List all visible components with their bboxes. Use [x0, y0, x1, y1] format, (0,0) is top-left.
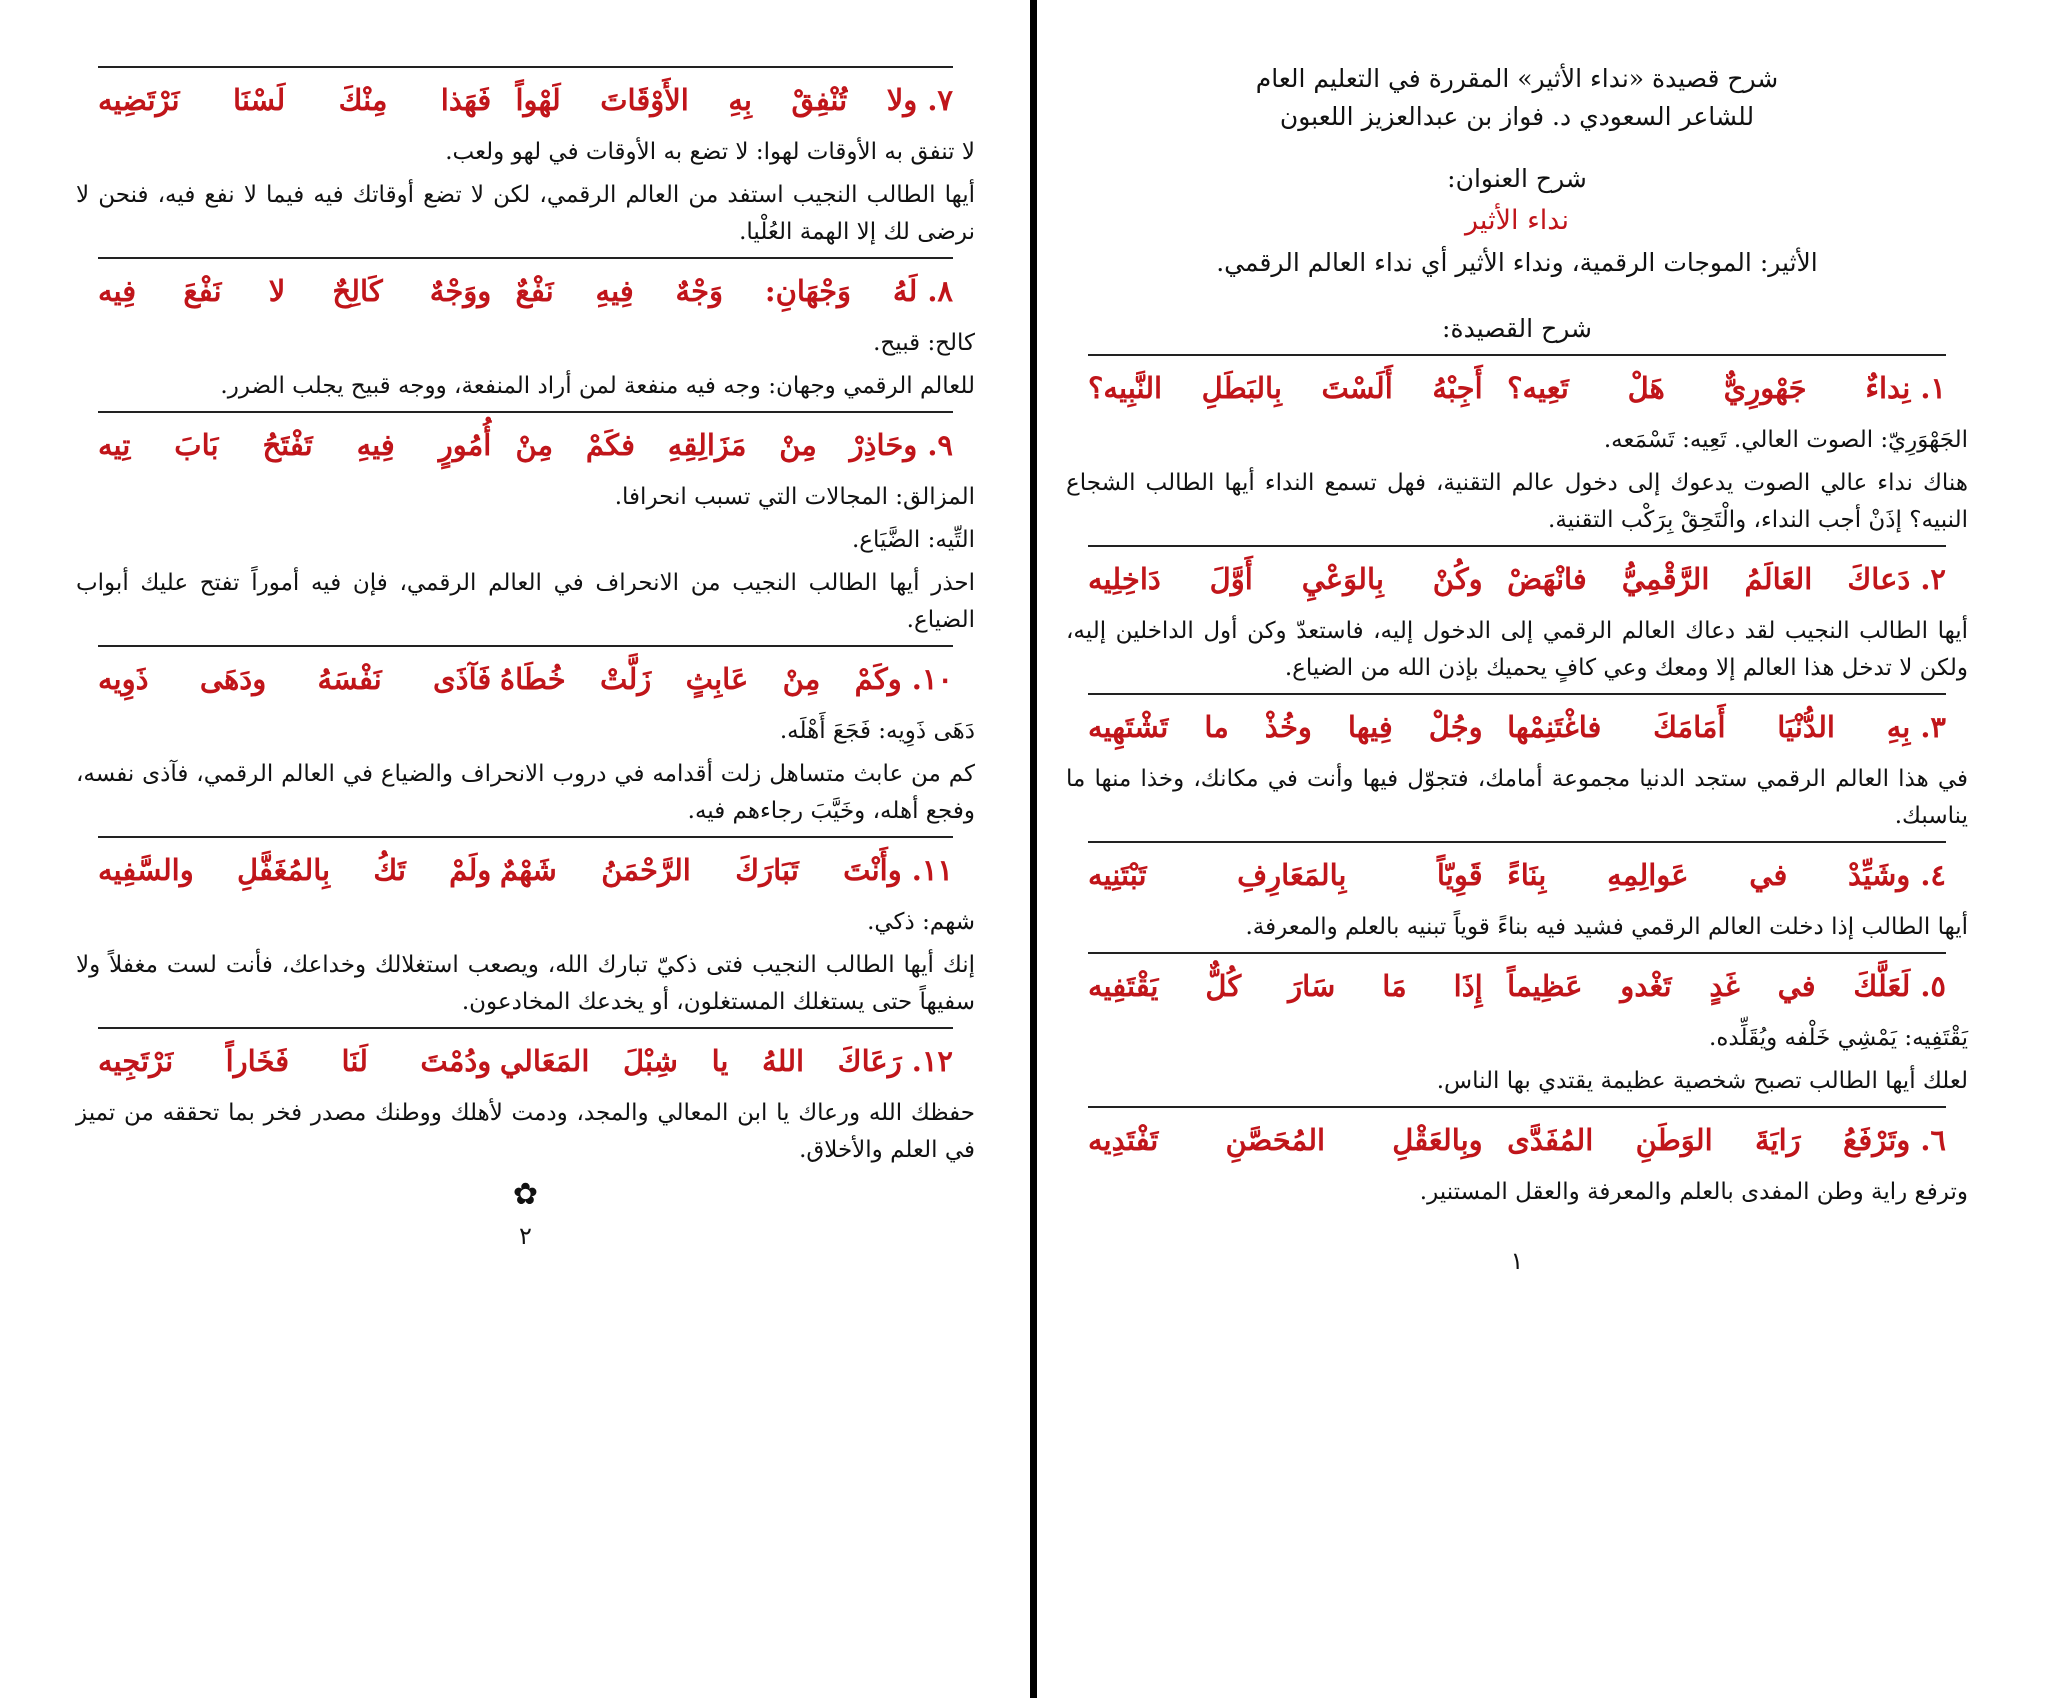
explanation-text: للعالم الرقمي وجهان: وجه فيه منفعة لمن أراد المنفعة، ووجه قبيح يجلب الضرر. [220, 373, 975, 399]
title-heading: شرح العنوان: [1447, 164, 1587, 193]
verse-number: ١٠. [911, 662, 953, 696]
verse-line [98, 1027, 953, 1089]
flower-ornament-icon: ✿ [512, 1177, 539, 1212]
verse-number: ٣. [1920, 710, 1946, 744]
explanation-text: لا تنفق به الأوقات لهوا: لا تضع به الأوقات في لهو ولعب. [445, 139, 975, 165]
first-hemistich: وشَيِّدْ في عَوالِمِهِ بِنَاءً [1507, 858, 1911, 892]
verse-line [98, 66, 953, 128]
verse-block [1058, 354, 1976, 539]
verse-number: ٧. [927, 83, 953, 117]
verse-number: ٦. [1920, 1123, 1946, 1157]
poem-heading: شرح القصيدة: [1442, 314, 1592, 343]
explanation-text: كالح: قبيح. [873, 330, 975, 356]
second-hemistich: ولَمْ تَكُ بِالمُغَفَّلِ والسَّفِيه [98, 853, 492, 887]
verse-number: ١٢. [911, 1044, 953, 1078]
verse-block [68, 257, 983, 405]
explanation-text: دَهَى ذَوِيه: فَجَعَ أَهْلَه. [779, 718, 975, 744]
explanation-text: احذر أيها الطالب النجيب من الانحراف في العالم الرقمي، فإن فيه أموراً تفتح عليك أبواب الضياع. [76, 570, 975, 633]
verse-number: ١١. [911, 853, 953, 887]
explanation-text: هناك نداء عالي الصوت يدعوك إلى دخول عالم التقنية، فهل تسمع النداء أيها الطالب الشجاع النبيه؟ إذَنْ أجب النداء، والْتَحِقْ بِرَكْب التقنية. [1066, 470, 1968, 533]
title-explanation: الأثير: الموجات الرقمية، ونداء الأثير أي نداء العالم الرقمي. [1216, 248, 1818, 277]
explanation-text: إنك أيها الطالب النجيب فتى ذكيّ تبارك الله، ويصعب استغلالك وخداعك، فأنت لست مغفلاً ولا سفيهاً حتى يستغلك المستغلون، أو يخدعك المخادعون. [76, 952, 975, 1015]
explanation-text: أيها الطالب النجيب لقد دعاك العالم الرقمي إلى الدخول إليه، فاستعدّ وكن أول الداخلين إليه، ولكن لا تدخل هذا العالم إلا ومعك وعي كافٍ يحميك بإذن الله من الضياع. [1066, 618, 1968, 681]
verse-line [1088, 952, 1946, 1014]
explanation-text: يَقْتَفِيه: يَمْشِي خَلْفه ويُقَلِّده. [1709, 1025, 1968, 1051]
second-hemistich: إِذَا مَا سَارَ كُلٌّ يَقْتَفِيه [1088, 969, 1483, 1003]
first-hemistich: بِهِ الدُّنْيَا أَمَامَكَ فاغْتَنِمْها [1507, 710, 1911, 744]
left-page [68, 60, 983, 1250]
explanation-text: أيها الطالب النجيب استفد من العالم الرقمي، لكن لا تضع أوقاتك فيه فيما لا نفع فيه، فنحن لا نرضى لك إلا الهمة العُلْيا. [76, 182, 975, 245]
verse-line [1088, 354, 1946, 416]
page-number: ٢ [519, 1222, 532, 1250]
second-hemistich: وجُلْ فِيها وخُذْ ما تَشْتَهِيه [1088, 710, 1483, 744]
second-hemistich: وكُنْ بِالوَعْيِ أَوَّلَ دَاخِلِيه [1088, 562, 1483, 596]
author-line: للشاعر السعودي د. فواز بن عبدالعزيز اللعبون [1279, 102, 1755, 131]
first-hemistich: لَهُ وَجْهَانِ: وَجْهٌ فِيهِ نَفْعٌ [515, 274, 918, 308]
right-page [1058, 60, 1976, 1275]
second-hemistich: وبِالعَقْلِ المُحَصَّنِ تَفْتَدِيه [1088, 1123, 1483, 1157]
second-hemistich: قَوِيّاً بِالمَعَارِفِ تَبْتَنِيه [1088, 858, 1483, 892]
verse-number: ٩. [927, 428, 953, 462]
first-hemistich: نِداءٌ جَهْورِيٌّ هَلْ تَعِيه؟ [1507, 371, 1911, 405]
second-hemistich: ودُمْتَ لَنَا فَخَاراً نَرْتَجِيه [98, 1044, 492, 1078]
first-hemistich: ولا تُنْفِقْ بِهِ الأَوْقَاتَ لَهْواً [515, 83, 918, 117]
second-hemistich: فَهَذا مِنْكَ لَسْنَا نَرْتَضِيه [98, 83, 492, 117]
verse-block [1058, 693, 1976, 835]
second-hemistich: ووَجْهٌ كَالِحٌ لا نَفْعَ فِيه [98, 274, 492, 308]
explanation-text: أيها الطالب إذا دخلت العالم الرقمي فشيد فيه بناءً قوياً تبنيه بالعلم والمعرفة. [1245, 914, 1968, 940]
verse-number: ٨. [927, 274, 953, 308]
verse-block [68, 1027, 983, 1169]
explanation-text: شهم: ذكي. [867, 909, 975, 935]
verse-block [1058, 1106, 1976, 1211]
first-hemistich: رَعَاكَ اللهُ يا شِبْلَ المَعَالي [499, 1044, 902, 1078]
verse-block [1058, 952, 1976, 1100]
explanation-text: حفظك الله ورعاك يا ابن المعالي والمجد، ودمت لأهلك ووطنك مصدر فخر بما تحققه من تميز في العلم والأخلاق. [76, 1100, 975, 1163]
verse-number: ٢. [1920, 562, 1946, 596]
explanation-text: التِّيه: الضَّيَاع. [852, 527, 975, 553]
second-hemistich: أَجِبْهُ أَلَسْتَ بِالبَطَلِ النَّبِيه؟ [1088, 371, 1483, 405]
explanation-text: المزالق: المجالات التي تسبب انحرافا. [614, 484, 975, 510]
verse-line [1088, 545, 1946, 607]
verse-block [1058, 545, 1976, 687]
page-divider [1030, 0, 1037, 1698]
verse-number: ١. [1920, 371, 1946, 405]
verses-list [1058, 354, 1976, 1211]
poem-title: نداء الأثير [1465, 205, 1569, 236]
page-number: ١ [1510, 1247, 1524, 1275]
verse-line [98, 836, 953, 898]
verse-line [98, 257, 953, 319]
first-hemistich: دَعاكَ العَالَمُ الرَّقْمِيُّ فانْهَضْ [1507, 562, 1911, 596]
verse-line [98, 645, 953, 707]
page-header [1058, 60, 1976, 348]
verse-line [1088, 841, 1946, 903]
verse-line [1088, 693, 1946, 755]
explanation-text: كم من عابث متساهل زلت أقدامه في دروب الانحراف والضياع في العالم الرقمي، فآذى نفسه، وفجع أهله، وخَيَّبَ رجاءهم فيه. [76, 761, 975, 824]
second-hemistich: فَآذَى نَفْسَهُ ودَهَى ذَوِيه [98, 662, 492, 696]
verse-number: ٥. [1920, 969, 1946, 1003]
document-title: شرح قصيدة «نداء الأثير» المقررة في التعليم العام [1255, 64, 1779, 93]
verse-block [68, 645, 983, 830]
explanation-text: الجَهْوَرِيّ: الصوت العالي. تَعِيه: تَسْمَعه. [1603, 427, 1968, 453]
second-hemistich: أُمُورٍ فِيهِ تَفْتَحُ بَابَ تِيه [98, 428, 492, 462]
first-hemistich: وأَنْتَ تَبَارَكَ الرَّحْمَنُ شَهْمٌ [499, 853, 902, 887]
verse-block [68, 836, 983, 1021]
verse-block [68, 66, 983, 251]
verse-line [1088, 1106, 1946, 1168]
first-hemistich: وتَرْفَعُ رَايَةَ الوَطَنِ المُفَدَّى [1507, 1123, 1911, 1157]
explanation-text: وترفع راية وطن المفدى بالعلم والمعرفة والعقل المستنير. [1419, 1179, 1968, 1205]
first-hemistich: وحَاذِرْ مِنْ مَزَالِقِهِ فكَمْ مِنْ [515, 428, 918, 462]
explanation-text: لعلك أيها الطالب تصبح شخصية عظيمة يقتدي بها الناس. [1436, 1068, 1968, 1094]
first-hemistich: لَعَلَّكَ في غَدٍ تَغْدو عَظِيماً [1507, 969, 1911, 1003]
verse-block [1058, 841, 1976, 946]
verses-list [68, 66, 983, 1169]
explanation-text: في هذا العالم الرقمي ستجد الدنيا مجموعة أمامك، فتجوّل فيها وأنت في مكانك، وخذا منها ما يناسبك. [1066, 766, 1968, 829]
first-hemistich: وكَمْ مِنْ عَابِثٍ زَلَّتْ خُطَاهُ [499, 662, 902, 696]
verse-number: ٤. [1920, 858, 1946, 892]
verse-line [98, 411, 953, 473]
verse-block [68, 411, 983, 639]
